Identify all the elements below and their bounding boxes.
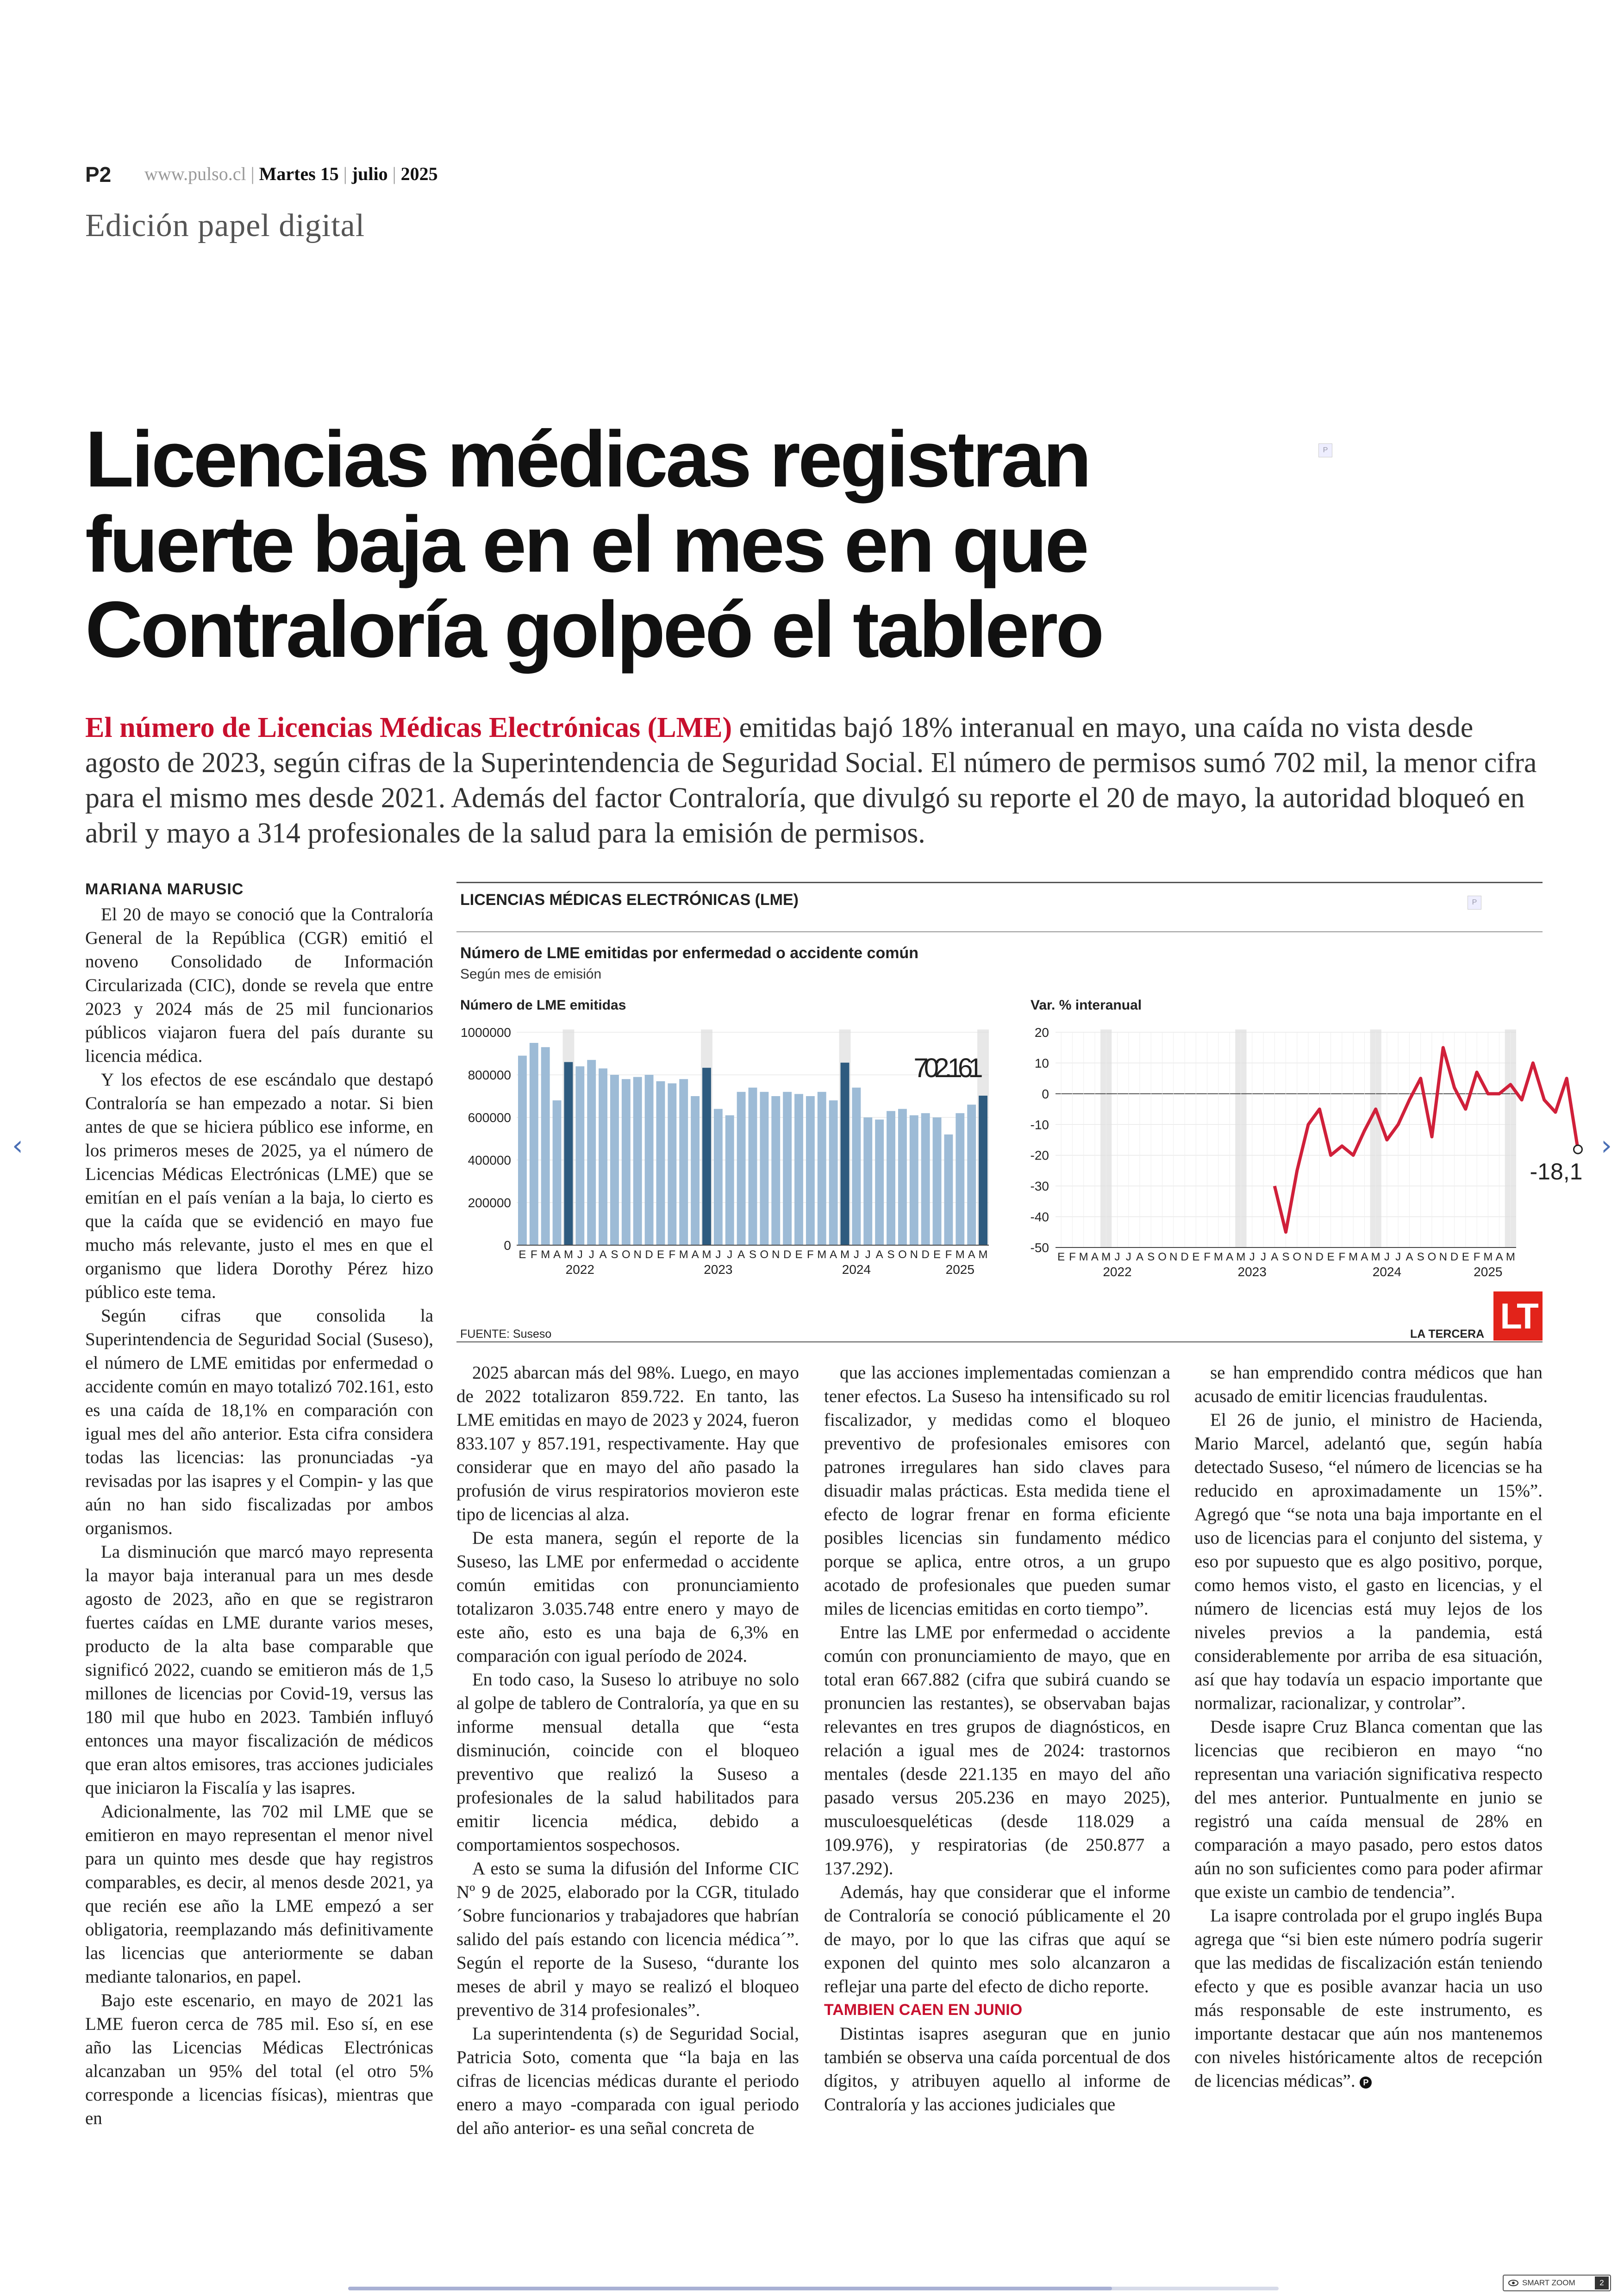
smart-zoom-label: SMART ZOOM	[1522, 2278, 1575, 2287]
y-tick-label: -10	[1030, 1117, 1049, 1132]
bar	[771, 1096, 780, 1245]
paragraph: Además, hay que considerar que el informe de Contraloría se conoció públicamente el 20 de mayo, por lo que las cifras que aquí se exponen del quinto mes solo alcanzaron a reflejar una parte del efecto de dicho reporte.	[824, 1882, 1170, 1996]
bar	[783, 1092, 792, 1245]
paragraph: Entre las LME por enfermedad o accidente común con pronunciamiento de mayo, que en total eran 667.882 (cifra que subirá cuando se pronuncien las restantes), se observaban bajas relevantes en tres grupos de diagnósticos, en relación a igual mes de 2024: trastornos mentales (desde 221.135 en mayo del año pasado versus 205.236 en mayo 2025), musculoesqueléticas (desde 118.029 a 109.976), y respiratorias (de 250.877 a 137.292).	[824, 1622, 1170, 1878]
bar	[887, 1111, 895, 1245]
month-tick-label: A	[1495, 1251, 1503, 1263]
bar	[737, 1092, 746, 1245]
month-tick-label: S	[887, 1248, 895, 1261]
month-tick-label: D	[783, 1248, 792, 1261]
year-tick-label: 2023	[1237, 1265, 1267, 1279]
prev-page-arrow-icon[interactable]: ‹	[12, 1129, 23, 1162]
year-tick-label: 2024	[1372, 1265, 1402, 1279]
y-tick-label: -20	[1030, 1148, 1049, 1163]
header-separator: |	[392, 163, 401, 184]
header-year: 2025	[400, 163, 438, 184]
year-tick-label: 2022	[565, 1262, 594, 1277]
y-tick-label: 400000	[468, 1153, 511, 1167]
month-tick-label: A	[830, 1248, 837, 1261]
month-tick-label: M	[978, 1248, 988, 1261]
bar	[553, 1100, 562, 1245]
bar-chart	[456, 1014, 1012, 1291]
bar	[921, 1113, 930, 1245]
month-tick-label: E	[933, 1248, 941, 1261]
paywall-marker-icon[interactable]: P	[1318, 443, 1332, 457]
y-tick-label: 200000	[468, 1196, 511, 1210]
bar	[599, 1068, 607, 1245]
bar	[622, 1079, 631, 1245]
article-column-3-bottom	[824, 2022, 1170, 2116]
month-tick-label: S	[1147, 1251, 1155, 1263]
month-tick-label: M	[1101, 1251, 1111, 1263]
header-day: Martes 15	[259, 163, 339, 184]
month-tick-label: A	[599, 1248, 607, 1261]
article-column-3-top	[824, 1361, 1170, 1998]
page-number: P2	[85, 162, 112, 187]
article-column-3	[824, 1361, 1170, 2116]
month-tick-label: A	[968, 1248, 975, 1261]
paragraph: Bajo este escenario, en mayo de 2021 las LME fueron cerca de 785 mil. Eso sí, en ese año las Licencias Médicas Electrónicas alcanzaban un 95% del total (el otro 5% corresponde a licencias físicas), mientras que en	[85, 1990, 433, 2128]
la-tercera-logo: LT	[1493, 1291, 1543, 1341]
bar	[956, 1113, 964, 1245]
bar	[967, 1104, 976, 1245]
end-value-label: 702.161	[913, 1053, 983, 1084]
month-tick-label: D	[1315, 1251, 1324, 1263]
month-tick-label: A	[1091, 1251, 1099, 1263]
page-scrollbar-thumb[interactable]	[348, 2287, 1112, 2290]
y-tick-label: -50	[1030, 1241, 1049, 1255]
month-tick-label: E	[1057, 1251, 1065, 1263]
bar	[587, 1060, 596, 1245]
eye-icon	[1508, 2280, 1518, 2286]
y-tick-label: 800000	[468, 1068, 511, 1082]
bar	[829, 1100, 838, 1245]
paragraph: Adicionalmente, las 702 mil LME que se emitieron en mayo representan el menor nivel para un quinto mes desde que hay registros comparables, es decir, al menos desde 2021, ya que recién ese año la LME empezó a ser obligatoria, reemplazando más definitivamente las licencias que anteriormente se daban mediante talonarios, en papel.	[85, 1802, 433, 1987]
month-tick-label: M	[955, 1248, 965, 1261]
month-tick-label: S	[611, 1248, 618, 1261]
byline: MARIANA MARUSIC	[85, 880, 244, 898]
bar	[691, 1096, 700, 1245]
month-tick-label: A	[1271, 1251, 1279, 1263]
month-tick-label: A	[1226, 1251, 1234, 1263]
chart-source: FUENTE: Suseso	[460, 1328, 552, 1341]
chart-paywall-marker-icon[interactable]: P	[1468, 896, 1481, 910]
bar	[702, 1068, 711, 1245]
smart-zoom-page: 2	[1595, 2276, 1609, 2289]
month-tick-label: N	[910, 1248, 918, 1261]
month-tick-label: M	[1236, 1251, 1246, 1263]
dek-highlight: El número de Licencias Médicas Electrónicas (LME)	[85, 712, 732, 743]
bar	[725, 1115, 734, 1245]
month-tick-label: M	[840, 1248, 850, 1261]
month-tick-label: D	[1181, 1251, 1189, 1263]
y-tick-label: 0	[504, 1238, 511, 1253]
series-line	[1274, 1048, 1578, 1232]
month-tick-label: D	[645, 1248, 653, 1261]
header-separator: |	[343, 163, 352, 184]
year-tick-label: 2024	[842, 1262, 871, 1277]
bar	[668, 1083, 676, 1245]
y-tick-label: -30	[1030, 1179, 1049, 1194]
article-column-4	[1194, 1361, 1543, 2093]
month-tick-label: M	[1349, 1251, 1358, 1263]
y-tick-label: 600000	[468, 1110, 511, 1125]
month-tick-label: J	[1395, 1251, 1401, 1263]
chart-top-rule	[456, 882, 1543, 883]
month-tick-label: F	[668, 1248, 676, 1261]
month-tick-label: D	[921, 1248, 930, 1261]
end-point-marker	[1574, 1145, 1582, 1154]
month-tick-label: O	[898, 1248, 907, 1261]
bar	[944, 1135, 953, 1245]
chart-separator	[456, 931, 1543, 932]
month-tick-label: O	[1293, 1251, 1302, 1263]
year-tick-label: 2023	[704, 1262, 733, 1277]
article-column-1	[85, 903, 433, 2130]
bar	[575, 1066, 584, 1245]
month-tick-label: A	[691, 1248, 699, 1261]
month-tick-label: F	[807, 1248, 814, 1261]
month-tick-label: J	[1249, 1251, 1255, 1263]
site-url[interactable]: www.pulso.cl	[144, 163, 246, 184]
y-tick-label: 1000000	[460, 1025, 511, 1040]
month-tick-label: M	[1079, 1251, 1088, 1263]
month-tick-label: A	[1405, 1251, 1413, 1263]
month-tick-label: F	[530, 1248, 537, 1261]
month-tick-label: A	[1136, 1251, 1144, 1263]
line-chart-label: Var. % interanual	[1031, 998, 1142, 1013]
year-tick-label: 2025	[945, 1262, 974, 1277]
month-tick-label: S	[1417, 1251, 1424, 1263]
edition-label: Edición papel digital	[85, 208, 365, 243]
month-tick-label: J	[1384, 1251, 1390, 1263]
month-tick-label: M	[702, 1248, 712, 1261]
month-tick-label: S	[1282, 1251, 1290, 1263]
bar	[714, 1109, 723, 1245]
bar	[530, 1043, 538, 1245]
month-tick-label: O	[1427, 1251, 1437, 1263]
bar	[979, 1096, 987, 1245]
month-tick-label: F	[1473, 1251, 1480, 1263]
paragraph: El 20 de mayo se conoció que la Contraloría General de la República (CGR) emitió el noveno Consolidado de Información Circularizada (CIC), donde se revela que entre 2023 y 2024 más de 25 mil funcionarios públicos viajaron fuera del país durante su licencia médica.	[85, 904, 433, 1066]
paragraph: La disminución que marcó mayo representa la mayor baja interanual para un mes desde agosto de 2023, año en que se registraron fuertes caídas en LME durante varios meses, producto de la alta base comparable que significó 2022, cuando se emitieron más de 1,5 millones de licencias por Covid-19, versus las 180 mil que hubo en 2023. También influyó entonces una mayor fiscalización de médicos que eran altos emisores, tras acciones judiciales que iniciaron la Fiscalía y las isapres.	[85, 1542, 433, 1798]
bar	[852, 1088, 861, 1245]
month-tick-label: O	[1158, 1251, 1167, 1263]
month-tick-label: J	[1125, 1251, 1131, 1263]
month-tick-label: O	[760, 1248, 769, 1261]
month-tick-label: N	[1169, 1251, 1178, 1263]
month-tick-label: E	[1327, 1251, 1335, 1263]
paragraph: Y los efectos de ese escándalo que destapó Contraloría se han empezado a notar. Si bien antes de que se hiciera público ese informe, en los primeros meses de 2025, ya el número de Licencias Médicas Electrónicas (LME) que se emitían en el país venían a la baja, lo cierto es que la caída que se evidenció en mayo fue mucho más relevante, justo el mes en que el organismo que lidera Dorothy Pérez hizo público este tema.	[85, 1070, 433, 1302]
bar	[645, 1075, 654, 1245]
month-tick-label: N	[1439, 1251, 1447, 1263]
year-tick-label: 2022	[1103, 1265, 1132, 1279]
bar	[633, 1077, 642, 1245]
month-tick-label: J	[715, 1248, 721, 1261]
month-tick-label: E	[795, 1248, 803, 1261]
bar	[749, 1088, 757, 1245]
month-tick-label: M	[541, 1248, 550, 1261]
month-tick-label: F	[1069, 1251, 1076, 1263]
bar	[863, 1117, 872, 1245]
month-tick-label: N	[633, 1248, 642, 1261]
y-tick-label: 0	[1042, 1086, 1049, 1101]
end-mark-icon: P	[1360, 2077, 1372, 2089]
paragraph: En todo caso, la Suseso lo atribuye no solo al golpe de tablero de Contraloría, ya que en su informe mensual detalla que “esta disminución, coincide con el bloqueo preventivo que realizó la Suseso a profesionales de la salud habilitados para emitir licencia médica, debido a comportamientos sospechosos.	[456, 1670, 799, 1855]
y-tick-label: 10	[1034, 1056, 1049, 1071]
chart-subtitle: Según mes de emisión	[460, 967, 602, 982]
month-tick-label: J	[588, 1248, 594, 1261]
month-tick-label: D	[1450, 1251, 1459, 1263]
month-tick-label: J	[1260, 1251, 1266, 1263]
month-tick-label: J	[727, 1248, 733, 1261]
paragraph: Según cifras que consolida la Superintendencia de Seguridad Social (Suseso), el número de LME emitidas por enfermedad o accidente común en mayo totalizó 702.161, esto es una caída de 18,1% en comparación con igual mes del año anterior. Esta cifra considera todas las licencias: las pronunciadas -ya revisadas por las isapres y el Compin- y las que aún no han sido fiscalizadas por ambos organismos.	[85, 1306, 433, 1538]
month-tick-label: F	[945, 1248, 952, 1261]
bar	[806, 1096, 815, 1245]
paragraph: A esto se suma la difusión del Informe CIC Nº 9 de 2025, elaborado por la CGR, titulado ´Sobre funcionarios y trabajadores que habrían salido del país estando con licencia médica´”. Según el reporte de la Suseso, “durante los meses de abril y mayo se realizó el bloqueo preventivo de 314 profesionales”.	[456, 1858, 799, 2020]
month-tick-label: E	[656, 1248, 664, 1261]
paragraph: La isapre controlada por el grupo inglés Bupa agrega que “si bien este número podría sugerir que las medidas de fiscalización están teniendo efecto y que es posible avanzar hacia un uso más responsable de este instrumento, es importante destacar que aún nos mantenemos con niveles históricamente altos de recepción de licencias médicas”. P	[1194, 1906, 1543, 2091]
paragraph: Desde isapre Cruz Blanca comentan que las licencias que recibieron en mayo “no representan una variación significativa respecto del mes anterior. Puntualmente en junio se registró una caída mensual de 28% en comparación a mayo pasado, pero estos datos aún no son suficientes como para poder afirmar que existe un cambio de tendencia”.	[1194, 1717, 1543, 1902]
smart-zoom-button[interactable]	[1503, 2275, 1611, 2291]
paragraph: se han emprendido contra médicos que han acusado de emitir licencias fraudulentas.	[1194, 1363, 1543, 1406]
paragraph: La superintendenta (s) de Seguridad Social, Patricia Soto, comenta que “la baja en las cifras de licencias médicas durante el periodo enero a mayo -comparada con igual periodo del año anterior- es una señal concreta de	[456, 2024, 799, 2138]
bar	[875, 1120, 884, 1245]
month-tick-label: F	[1338, 1251, 1346, 1263]
chart-brand: LA TERCERA	[1410, 1328, 1485, 1341]
month-tick-label: A	[553, 1248, 561, 1261]
y-tick-label: 20	[1034, 1025, 1049, 1040]
bar	[910, 1115, 918, 1245]
bar	[841, 1063, 849, 1245]
bar	[898, 1109, 907, 1245]
month-tick-label: E	[1192, 1251, 1200, 1263]
subhead: TAMBIEN CAEN EN JUNIO	[824, 2001, 1023, 2019]
paragraph: El 26 de junio, el ministro de Hacienda, Mario Marcel, adelantó que, según había detectado Suseso, “el número de licencias se ha reducido en aproximadamente un 15%”. Agregó que “se nota una baja importante en el uso de licencias para el conjunto del sistema, y eso por supuesto que es algo positivo, porque, como hemos visto, el gasto en licencias, y el número de licencias está muy lejos de los niveles previos a la pandemia, está considerablemente por arriba de esa situación, así que hay todavía un espacio importante que normalizar, racionalizar, y controlar”.	[1194, 1410, 1543, 1713]
paragraph: Distintas isapres aseguran que en junio también se observa una caída porcentual de dos dígitos, y atribuyen aquello al informe de Contraloría y las acciones judiciales que	[824, 2024, 1170, 2114]
page-header-line	[144, 163, 438, 185]
bar	[794, 1094, 803, 1245]
month-tick-label: N	[1304, 1251, 1312, 1263]
bar	[679, 1079, 688, 1245]
bar-chart-label: Número de LME emitidas	[460, 998, 626, 1013]
month-tick-label: A	[1361, 1251, 1368, 1263]
month-tick-label: A	[737, 1248, 745, 1261]
chart-section-label: LICENCIAS MÉDICAS ELECTRÓNICAS (LME)	[460, 891, 799, 909]
bar	[760, 1092, 768, 1245]
bar	[518, 1056, 527, 1245]
month-tick-label: M	[817, 1248, 827, 1261]
next-page-arrow-icon[interactable]: ›	[1601, 1129, 1612, 1162]
month-tick-label: M	[563, 1248, 573, 1261]
paragraph: que las acciones implementadas comienzan a tener efectos. La Suseso ha intensificado su rol fiscalizador, y medidas como el bloqueo preventivo de profesionales emisores con patrones irregulares han sido claves para disuadir malas prácticas. Esta medida tiene el efecto de lograr frenar en forma eficiente posibles licencias sin fundamento médico porque se aplica, entre otros, a un grupo acotado de profesionales que pueden sumar miles de licencias emitidas en corto tiempo”.	[824, 1363, 1170, 1619]
bar	[564, 1062, 573, 1245]
month-tick-label: N	[772, 1248, 780, 1261]
year-tick-label: 2025	[1474, 1265, 1503, 1279]
month-tick-label: M	[1213, 1251, 1223, 1263]
article-column-2	[456, 1361, 799, 2140]
month-tick-label: M	[1371, 1251, 1380, 1263]
header-separator: |	[250, 163, 259, 184]
chart-bottom-rule	[456, 1341, 1543, 1342]
month-tick-label: A	[875, 1248, 883, 1261]
month-tick-label: J	[865, 1248, 871, 1261]
y-tick-label: -40	[1030, 1210, 1049, 1224]
month-tick-label: J	[577, 1248, 583, 1261]
end-value-label: -18,1	[1530, 1159, 1583, 1185]
month-tick-label: F	[1204, 1251, 1211, 1263]
line-chart	[1018, 1014, 1583, 1291]
chart-title: Número de LME emitidas por enfermedad o accidente común	[460, 944, 918, 962]
month-tick-label: J	[1114, 1251, 1120, 1263]
bar	[541, 1047, 550, 1245]
bar	[818, 1092, 826, 1245]
month-tick-label: O	[622, 1248, 631, 1261]
bar	[933, 1117, 942, 1245]
month-tick-label: J	[853, 1248, 859, 1261]
article-headline: Licencias médicas registran fuerte baja en el mes en que Contraloría golpeó el tablero	[85, 415, 1102, 674]
month-tick-label: E	[1462, 1251, 1469, 1263]
dek-text: emitidas bajó 18% interanual en mayo, una caída no vista desde agosto de 2023, según cifras de la Superintendencia de Seguridad Social. El número de permisos sumó 702 mil, la menor cifra para el mismo mes desde 2021. Además del factor Contraloría, que divulgó su reporte el 20 de mayo, la autoridad bloqueó en abril y mayo a 314 profesionales de la salud para la emisión de permisos.	[85, 712, 1537, 849]
bar	[656, 1081, 665, 1245]
paragraph: De esta manera, según el reporte de la Suseso, las LME por enfermedad o accidente común emitidas con pronunciamiento totalizaron 3.035.748 entre enero y mayo de este año, esto es una baja de 6,3% en comparación con igual período de 2024.	[456, 1528, 799, 1666]
month-tick-label: M	[1483, 1251, 1493, 1263]
month-tick-label: E	[518, 1248, 526, 1261]
article-dek	[85, 710, 1539, 851]
month-tick-label: S	[749, 1248, 757, 1261]
month-tick-label: M	[1505, 1251, 1515, 1263]
bar	[610, 1075, 619, 1245]
paragraph: 2025 abarcan más del 98%. Luego, en mayo de 2022 totalizaron 859.722. En tanto, las LME emitidas en mayo de 2023 y 2024, fueron 833.107 y 857.191, respectivamente. Hay que considerar que en mayo del año pasado la profusión de virus respiratorios movieron este tipo de licencias al alza.	[456, 1363, 799, 1524]
month-tick-label: M	[679, 1248, 688, 1261]
header-month: julio	[351, 163, 388, 184]
